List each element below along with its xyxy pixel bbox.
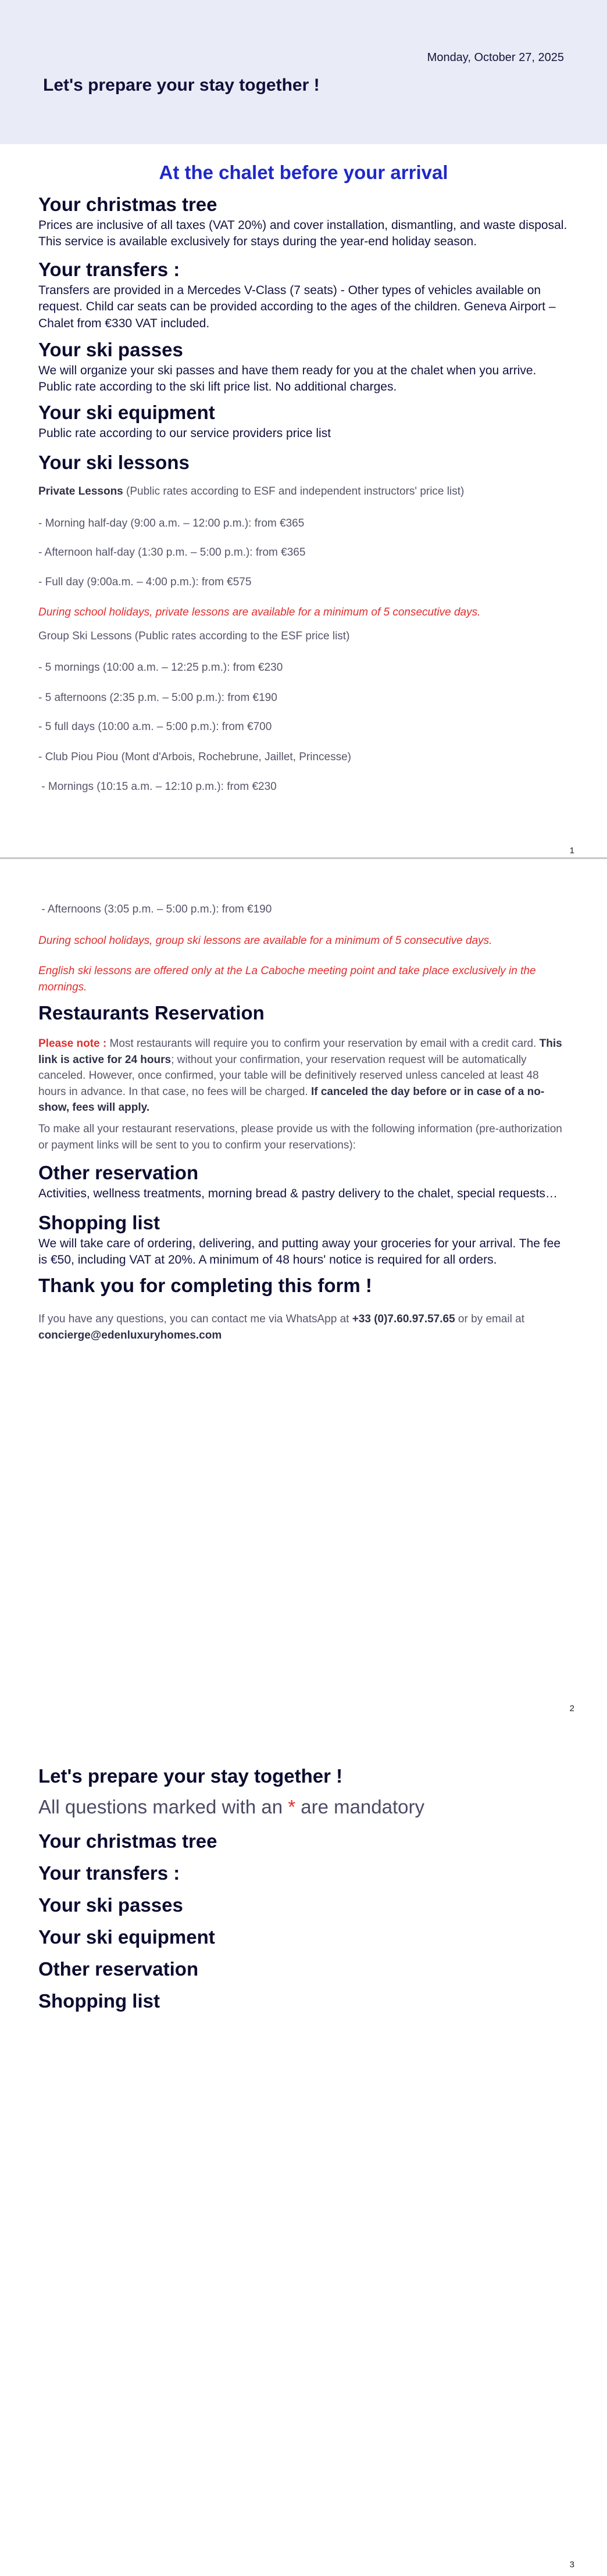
section-text: Public rate according to our service providers price list — [38, 427, 331, 441]
page-number: 2 — [569, 1704, 574, 1713]
group-lessons-note: During school holidays, group ski lessons are available for a minimum of 5 consecutive days. — [38, 935, 492, 947]
restaurants-note — [38, 1036, 569, 1116]
section-heading: Your ski lessons — [38, 452, 190, 473]
section-heading: Your ski passes — [38, 339, 183, 360]
section-text: Prices are inclusive of all taxes (VAT 20%) and cover installation, dismantling, and waste disposal. This service is available exclusively for stays during the year-end holiday season. — [38, 219, 567, 249]
private-lessons-note: During school holidays, private lessons are available for a minimum of 5 consecutive days. — [38, 606, 481, 618]
section-text: Activities, wellness treatments, morning bread & pastry delivery to the chalet, special requests… — [38, 1187, 558, 1201]
note-text: ; without your confirmation, your reservation request will be automatically canceled. However, once confirmed, your table will be definitively reserved unless canceled at least 48 hours in advance. In that case, no fees will be charged. — [38, 1053, 539, 1098]
section-heading: Shopping list — [38, 1212, 160, 1233]
group-lessons-label: Group Ski Lessons (Public rates according to the ESF price list) — [38, 630, 350, 642]
section-transfers — [38, 259, 569, 332]
contact-text: or by email at — [455, 1313, 524, 1325]
form-section-heading: Your transfers : — [38, 1862, 180, 1884]
form-section-heading: Other reservation — [38, 1958, 199, 1980]
mandatory-text: are mandatory — [295, 1796, 425, 1817]
restaurants-info: To make all your restaurant reservations, please provide us with the following information (pre-authorization or payment links will be sent to you to confirm your reservations): — [38, 1123, 562, 1151]
form-section-heading: Your ski passes — [38, 1894, 183, 1916]
section-ski-equipment — [38, 402, 569, 442]
note-bold: If canceled the day before or in case of a no-show, fees will apply. — [38, 1085, 545, 1114]
mandatory-text: All questions marked with an — [38, 1796, 288, 1817]
section-christmas-tree — [38, 194, 569, 251]
hero-banner — [0, 0, 607, 144]
note-text: Most restaurants will require you to confirm your reservation by email with a credit card. — [106, 1037, 540, 1050]
section-ski-passes — [38, 339, 569, 396]
page3-title: Let's prepare your stay together ! — [38, 1765, 343, 1787]
section-heading: Your christmas tree — [38, 194, 217, 215]
section-text: Transfers are provided in a Mercedes V-Class (7 seats) - Other types of vehicles available on request. Child car seats can be provided according to the ages of the children. Geneva Airport – Chalet from €330 VAT included. — [38, 284, 556, 330]
section-restaurants — [38, 1003, 569, 1024]
form-section-heading: Your ski equipment — [38, 1926, 215, 1948]
group-item: - Club Piou Piou (Mont d'Arbois, Rochebrune, Jaillet, Princesse) — [38, 751, 351, 763]
group-item: - 5 full days (10:00 a.m. – 5:00 p.m.): from €700 — [38, 721, 272, 733]
mandatory-notice — [38, 1796, 569, 1818]
group-item: - Mornings (10:15 a.m. – 12:10 p.m.): from €230 — [38, 781, 277, 793]
page1-main-title: At the chalet before your arrival — [159, 162, 448, 183]
contact-email[interactable]: concierge@edenluxuryhomes.com — [38, 1329, 222, 1341]
hero-title: Let's prepare your stay together ! — [43, 76, 320, 95]
mandatory-star: * — [288, 1796, 296, 1817]
document-date: Monday, October 27, 2025 — [427, 51, 564, 64]
page-number: 3 — [569, 2560, 574, 2570]
private-item: - Morning half-day (9:00 a.m. – 12:00 p.m.): from €365 — [38, 517, 305, 529]
private-item: - Afternoon half-day (1:30 p.m. – 5:00 p.m.): from €365 — [38, 546, 306, 559]
section-other-reservation — [38, 1162, 569, 1202]
group-item: - 5 afternoons (2:35 p.m. – 5:00 p.m.): from €190 — [38, 692, 277, 704]
group-item: - Afternoons (3:05 p.m. – 5:00 p.m.): from €190 — [38, 903, 272, 915]
section-text: We will take care of ordering, delivering, and putting away your groceries for your arrival. The fee is €50, including VAT at 20%. A minimum of 48 hours' notice is required for all orders. — [38, 1237, 560, 1267]
page-number: 1 — [569, 846, 574, 856]
note-label: Please note : — [38, 1037, 107, 1050]
form-section-heading: Shopping list — [38, 1990, 160, 2012]
contact-text: If you have any questions, you can contact me via WhatsApp at — [38, 1313, 352, 1325]
section-ski-lessons — [38, 452, 569, 473]
section-heading: Thank you for completing this form ! — [38, 1275, 372, 1296]
section-heading: Your ski equipment — [38, 402, 215, 423]
form-section-heading: Your christmas tree — [38, 1830, 217, 1852]
group-item: - 5 mornings (10:00 a.m. – 12:25 p.m.): from €230 — [38, 661, 283, 674]
section-text: We will organize your ski passes and have them ready for you at the chalet when you arrive. Public rate according to the ski lift price list. No additional charges. — [38, 364, 537, 394]
section-heading: Other reservation — [38, 1162, 199, 1183]
page-divider — [0, 857, 607, 859]
contact-info — [38, 1311, 569, 1343]
private-lessons-rates: (Public rates according to ESF and independent instructors' price list) — [123, 485, 465, 498]
whatsapp-number[interactable]: +33 (0)7.60.97.57.65 — [352, 1313, 455, 1325]
english-lessons-note: English ski lessons are offered only at the La Caboche meeting point and take place exclusively in the mornings. — [38, 965, 536, 993]
section-thank-you — [38, 1275, 569, 1296]
section-shopping-list — [38, 1212, 569, 1269]
private-lessons-label: Private Lessons — [38, 485, 123, 498]
private-lessons-line — [38, 484, 569, 500]
section-heading: Your transfers : — [38, 259, 180, 280]
section-heading: Restaurants Reservation — [38, 1002, 265, 1024]
private-item: - Full day (9:00a.m. – 4:00 p.m.): from €575 — [38, 576, 252, 588]
note-bold: This link is active for 24 hours — [38, 1037, 562, 1066]
